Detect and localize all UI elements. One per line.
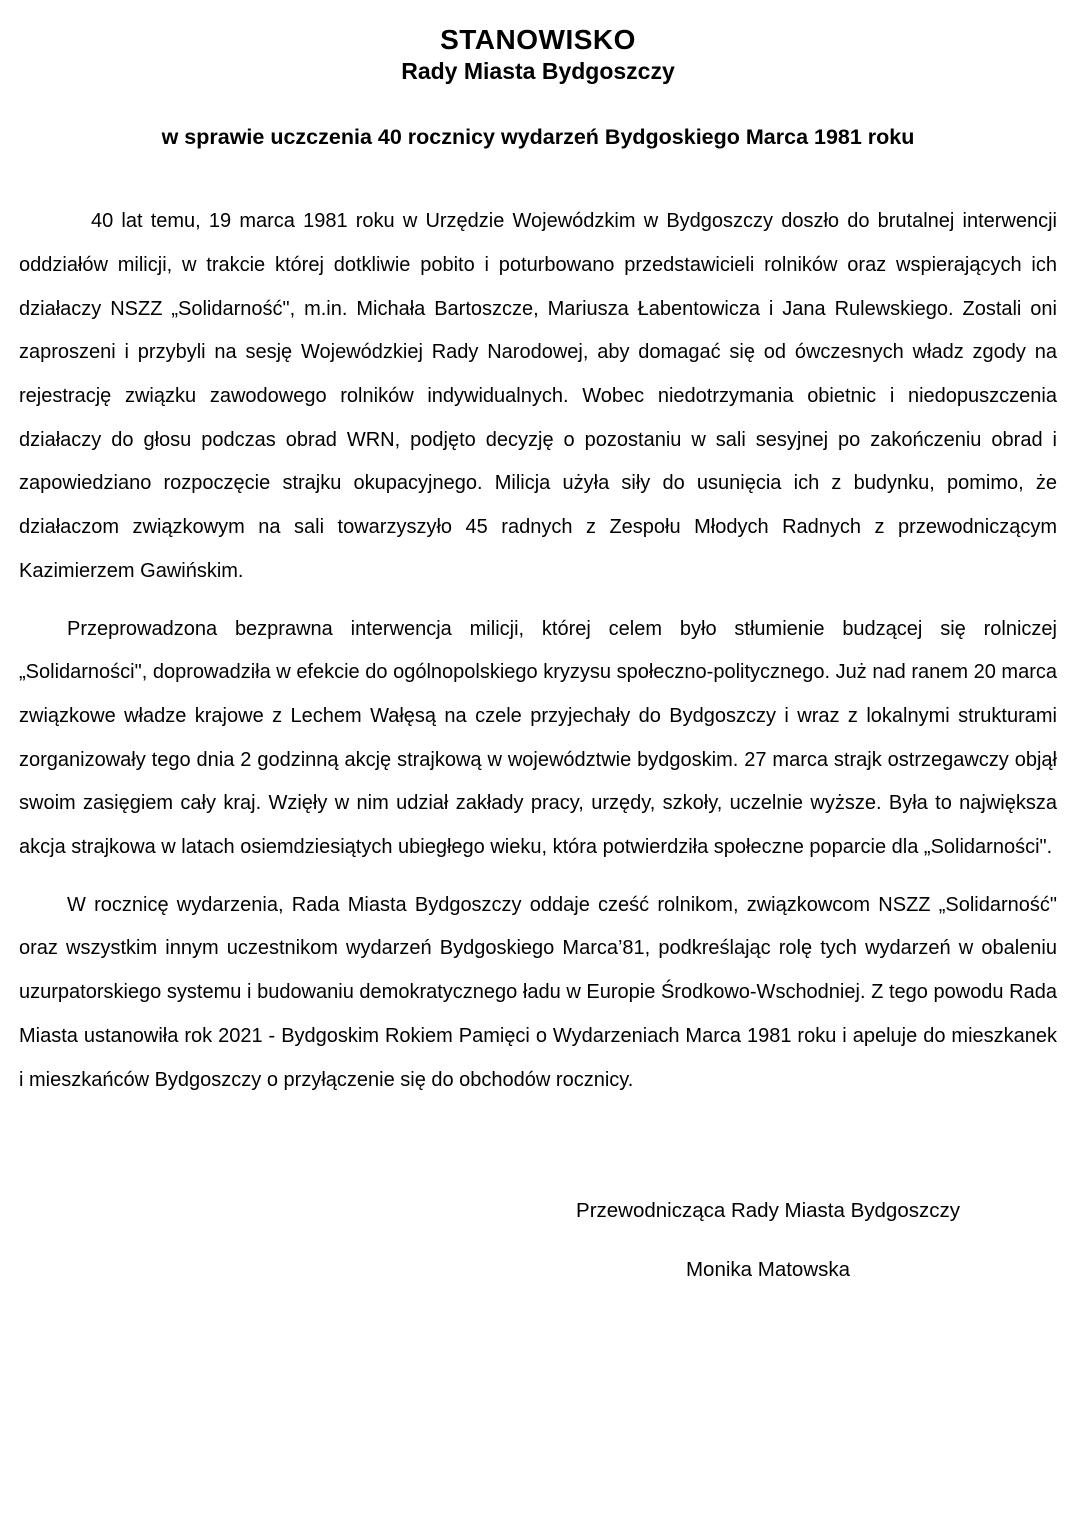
paragraph: 40 lat temu, 19 marca 1981 roku w Urzędzie Wojewódzkim w Bydgoszczy doszło do brutalnej interwencji oddziałów milicji, w trakcie której dotkliwie pobito i poturbowano przedstawicieli rolników oraz wspierających ich działaczy NSZZ „Solidarność", m.in. Michała Bartoszcze, Mariusza Łabentowicza i Jana Rulewskiego. Zostali oni zaproszeni i przybyli na sesję Wojewódzkiej Rady Narodowej, aby domagać się od ówczesnych władz zgody na rejestrację związku zawodowego rolników indywidualnych. Wobec niedotrzymania obietnic i niedopuszczenia działaczy do głosu podczas obrad WRN, podjęto decyzję o pozostaniu w sali sesyjnej po zakończeniu obrad i zapowiedziano rozpoczęcie strajku okupacyjnego. Milicja użyła siły do usunięcia ich z budynku, pomimo, że działaczom związkowym na sali towarzyszyło 45 radnych z Zespołu Młodych Radnych z przewodniczącym Kazimierzem Gawińskim.: [19, 210, 1057, 582]
signature-block: [533, 1198, 1003, 1283]
document-subject: w sprawie uczczenia 40 rocznicy wydarzeń Bydgoskiego Marca 1981 roku: [161, 125, 915, 150]
signature-role: Przewodnicząca Rady Miasta Bydgoszczy: [576, 1199, 960, 1223]
signature-name: Monika Matowska: [685, 1257, 851, 1281]
title-block: [19, 24, 1057, 87]
document-subtitle: Rady Miasta Bydgoszczy: [401, 58, 675, 85]
paragraph: W rocznicę wydarzenia, Rada Miasta Bydgoszczy oddaje cześć rolnikom, związkowcom NSZZ „Solidarność" oraz wszystkim innym uczestnikom wydarzeń Bydgoskiego Marca’81, podkreślając rolę tych wydarzeń w obaleniu uzurpatorskiego systemu i budowaniu demokratycznego ładu w Europie Środkowo-Wschodniej. Z tego powodu Rada Miasta ustanowiła rok 2021 - Bydgoskim Rokiem Pamięci o Wydarzeniach Marca 1981 roku i apeluje do mieszkanek i mieszkańców Bydgoszczy o przyłączenie się do obchodów rocznicy.: [19, 893, 1057, 1091]
document-body: [19, 200, 1057, 1102]
document-title: STANOWISKO: [440, 24, 636, 55]
paragraph: Przeprowadzona bezprawna interwencja milicji, której celem było stłumienie budzącej się rolniczej „Solidarności", doprowadziła w efekcie do ogólnopolskiego kryzysu społeczno-politycznego. Już nad ranem 20 marca związkowe władze krajowe z Lechem Wałęsą na czele przyjechały do Bydgoszczy i wraz z lokalnymi strukturami zorganizowały tego dnia 2 godzinną akcję strajkową w województwie bydgoskim. 27 marca strajk ostrzegawczy objął swoim zasięgiem cały kraj. Wzięły w nim udział zakłady pracy, urzędy, szkoły, uczelnie wyższe. Była to największa akcja strajkowa w latach osiemdziesiątych ubiegłego wieku, która potwierdziła społeczne poparcie dla „Solidarności".: [19, 617, 1057, 859]
